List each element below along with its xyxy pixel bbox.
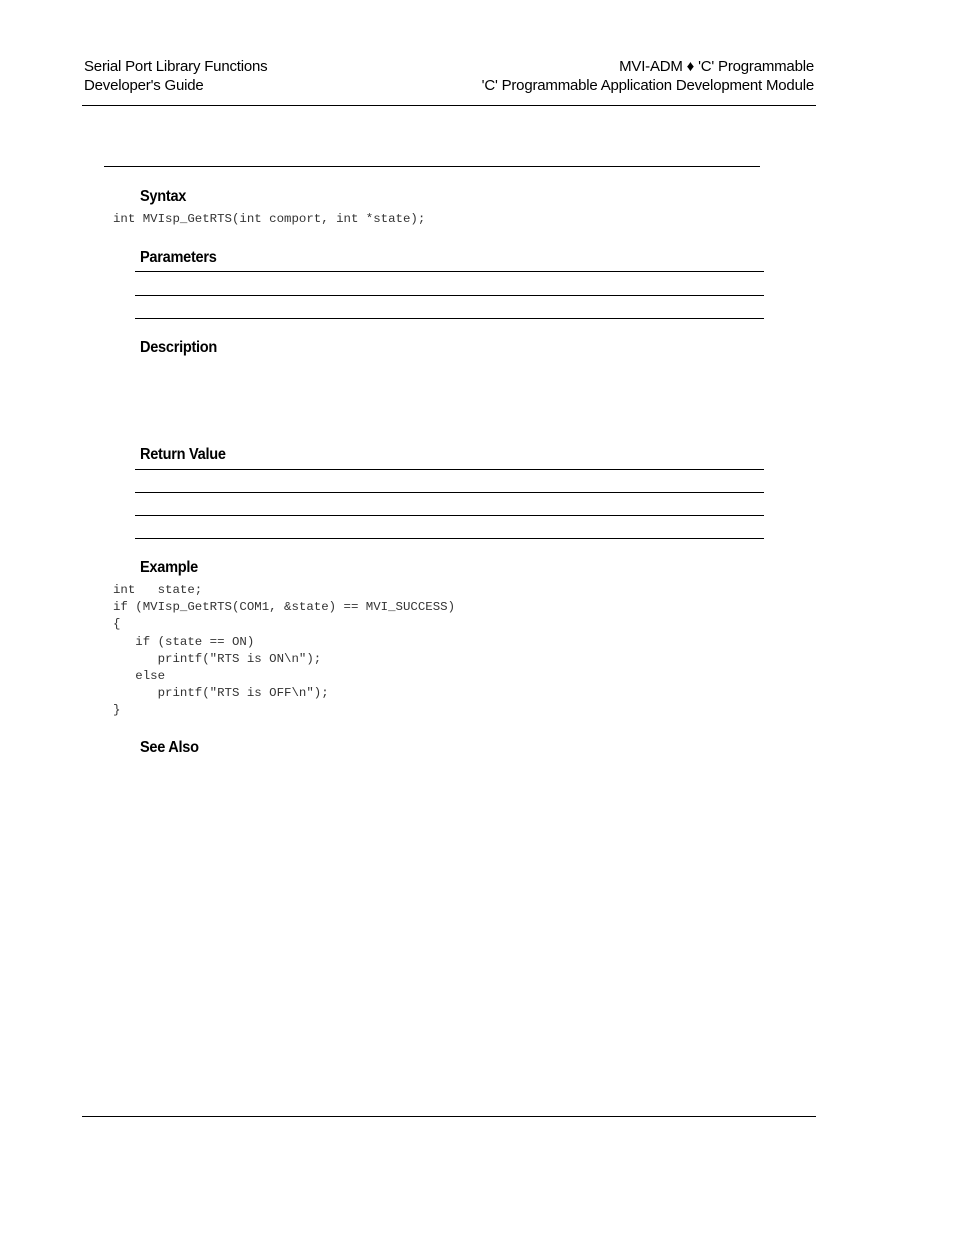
return-value-table-rule (135, 469, 764, 470)
return-value-table-rule (135, 515, 764, 516)
header-right (482, 57, 814, 95)
return-value-table-rule (135, 538, 764, 539)
syntax-heading: Syntax (140, 188, 187, 205)
description-heading: Description (140, 339, 218, 356)
see-also-heading: See Also (140, 739, 199, 756)
example-heading: Example (140, 559, 198, 576)
return-value-heading: Return Value (140, 446, 226, 463)
header-divider (82, 105, 816, 106)
parameters-table-rule (135, 318, 764, 319)
syntax-code: int MVIsp_GetRTS(int comport, int *state); (113, 212, 426, 226)
header-product-name: MVI-ADM ♦ 'C' Programmable (619, 58, 814, 75)
header-left (84, 57, 267, 95)
header-document-section: Serial Port Library Functions (84, 58, 268, 75)
footer-divider (82, 1116, 816, 1117)
return-value-table-rule (135, 492, 764, 493)
header-document-title: Developer's Guide (84, 77, 204, 94)
parameters-table-rule (135, 295, 764, 296)
function-title-rule (104, 166, 760, 167)
header-product-description: 'C' Programmable Application Development Module (481, 77, 814, 94)
parameters-heading: Parameters (140, 249, 217, 266)
example-code: int state; if (MVIsp_GetRTS(COM1, &state) == MVI_SUCCESS) { if (state == ON) printf("RTS is ON\n"); else printf("RTS is OFF\n"); } (113, 583, 456, 718)
parameters-table-rule (135, 271, 764, 272)
